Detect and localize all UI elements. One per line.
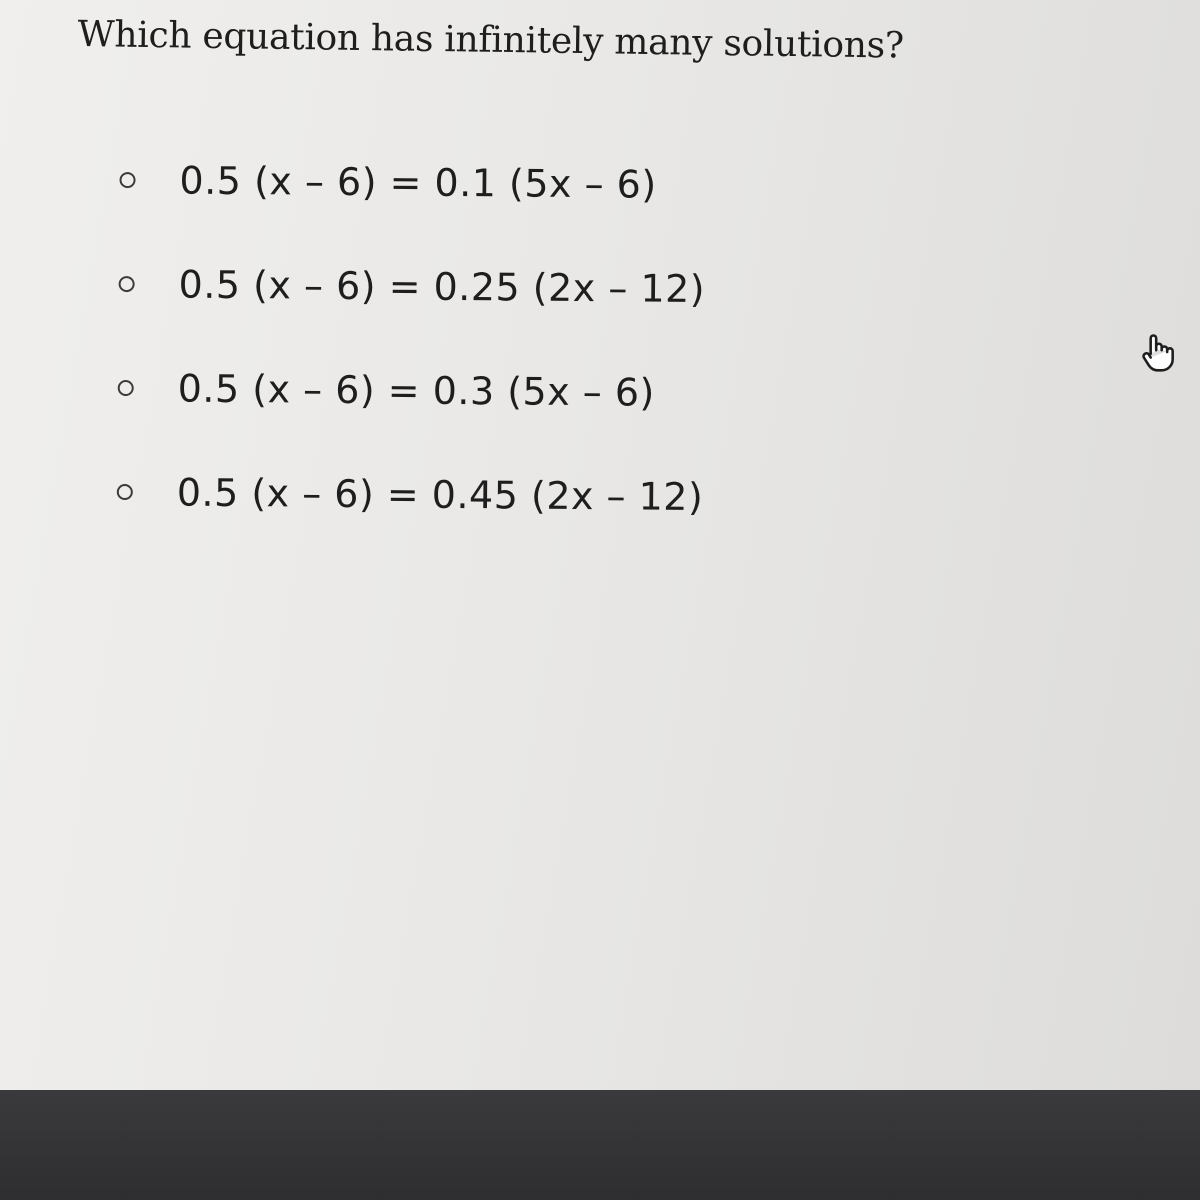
- answer-option-label: 0.5 (x – 6) = 0.3 (5x – 6): [177, 366, 656, 415]
- answer-options: [116, 128, 1020, 552]
- hand-pointer-icon: [1136, 330, 1180, 374]
- answer-option-2[interactable]: [118, 232, 1019, 344]
- radio-button-icon[interactable]: [118, 380, 134, 396]
- answer-option-3[interactable]: [117, 336, 1018, 448]
- monitor-bezel: [0, 1090, 1200, 1200]
- radio-button-icon[interactable]: [119, 276, 135, 292]
- answer-option-label: 0.5 (x – 6) = 0.45 (2x – 12): [176, 470, 704, 520]
- radio-button-icon[interactable]: [117, 484, 133, 500]
- answer-option-label: 0.5 (x – 6) = 0.25 (2x – 12): [178, 262, 706, 312]
- answer-option-1[interactable]: [119, 128, 1020, 240]
- question-text: Which equation has infinitely many solutions?: [77, 14, 905, 67]
- radio-button-icon[interactable]: [119, 172, 135, 188]
- answer-option-4[interactable]: [116, 440, 1017, 552]
- answer-option-label: 0.5 (x – 6) = 0.1 (5x – 6): [179, 158, 657, 207]
